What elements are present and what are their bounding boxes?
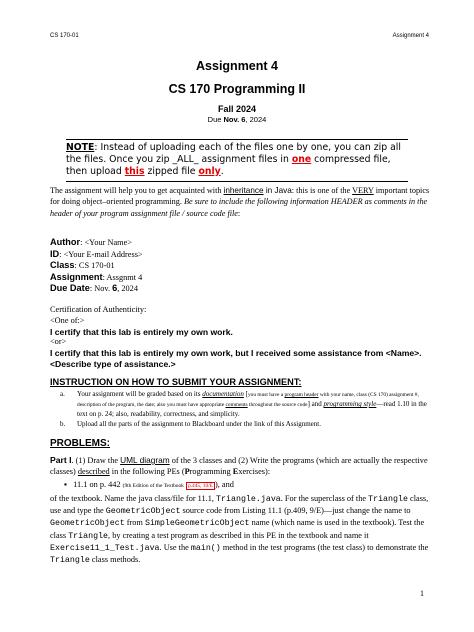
header-course: CS 170-01 <box>50 33 79 39</box>
instruction-b: b. Upload all the parts of the assignment to Blackboard under the link of this Assignment. <box>60 420 321 428</box>
cert-one-of: <One of:> <box>50 315 85 325</box>
pe-description: of the textbook. Name the java class/file for 11.1, Triangle.java. For the superclass of the Triangle class, use and type the GeometricObject source code from Listing 11.1 (p.409, 9/E)—just change the name to GeometricObject from SimpleGeometricObject name (which name is used in the textbook). Test the class Triangle, by creating a test program as described in this PE in the textbook and name it Exercise11_1_Test.java. Use the main() method in the test programs (the test class) to demonstrate the Triangle class methods. <box>50 494 429 566</box>
instruction-a: a. Your assignment will be graded based on its documentation [you must have a program header with your name, class (CS 170) assignment #, description of the program, the date; also you must have appropriate comments throughout the source code] and programming style—read 1.10 in the text on p. 24; also, readability, correctness, and simplicity. <box>60 390 427 418</box>
certification-block <box>50 305 432 370</box>
bullet-icon: ▪ <box>64 480 74 489</box>
term: Fall 2024 <box>217 104 257 114</box>
field-author: Author: <Your Name> <box>50 237 132 247</box>
problems-heading: PROBLEMS: <box>50 438 111 449</box>
instructions-heading: INSTRUCTION ON HOW TO SUBMIT YOUR ASSIGNMENT: <box>50 377 302 387</box>
intro-paragraph: The assignment will help you to get acquainted with inheritance in Java: this is one of the VERY important topics for doing object–oriented programming. Be sure to include the following information HEADER as comments in the header of your program assignment file / source code file: <box>50 186 430 218</box>
course-title: CS 170 Programming II <box>168 82 306 96</box>
zip-note: NOTE: Instead of uploading each of the files one by one, you can zip all the files. Once you zip _ALL_ assignment files in one compressed file, then upload this zipped file only. <box>66 139 408 182</box>
cert-option-2: I certify that this lab is entirely my own work, but I received some assistance from <Name>. <Describe type of assistance.> <box>50 348 422 369</box>
field-id: ID: <Your E-mail Address> <box>50 248 143 259</box>
cert-or: <or> <box>50 337 67 347</box>
field-assignment: Assignment: Assgnmt 4 <box>50 271 143 282</box>
instructions-list <box>60 390 432 430</box>
cert-heading: Certification of Authenticity: <box>50 305 147 314</box>
cert-option-1: I certify that this lab is entirely my own work. <box>50 326 233 337</box>
header-fields <box>50 237 143 295</box>
title-block <box>0 59 474 124</box>
page-number: 1 <box>420 589 424 598</box>
field-due-date: Due Date: Nov. 6, 2024 <box>50 283 138 293</box>
field-class: Class: CS 170-01 <box>50 260 115 270</box>
header-assignment: Assignment 4 <box>392 33 429 39</box>
due-line: Due Nov. 6, 2024 <box>207 115 267 124</box>
part-one: Part I. (1) Draw the UML diagram of the 3 classes and (2) Write the programs (which are actually the respective classes) described in the following PEs (Programming Exercises): <box>50 455 428 477</box>
edition-box: p.445, 10/E <box>187 483 213 489</box>
assignment-title: Assignment 4 <box>196 59 278 73</box>
pe-bullet: ▪ 11.1 on p. 442 (9th Edition of the Textbook p.445, 10/E ), and <box>64 480 234 489</box>
